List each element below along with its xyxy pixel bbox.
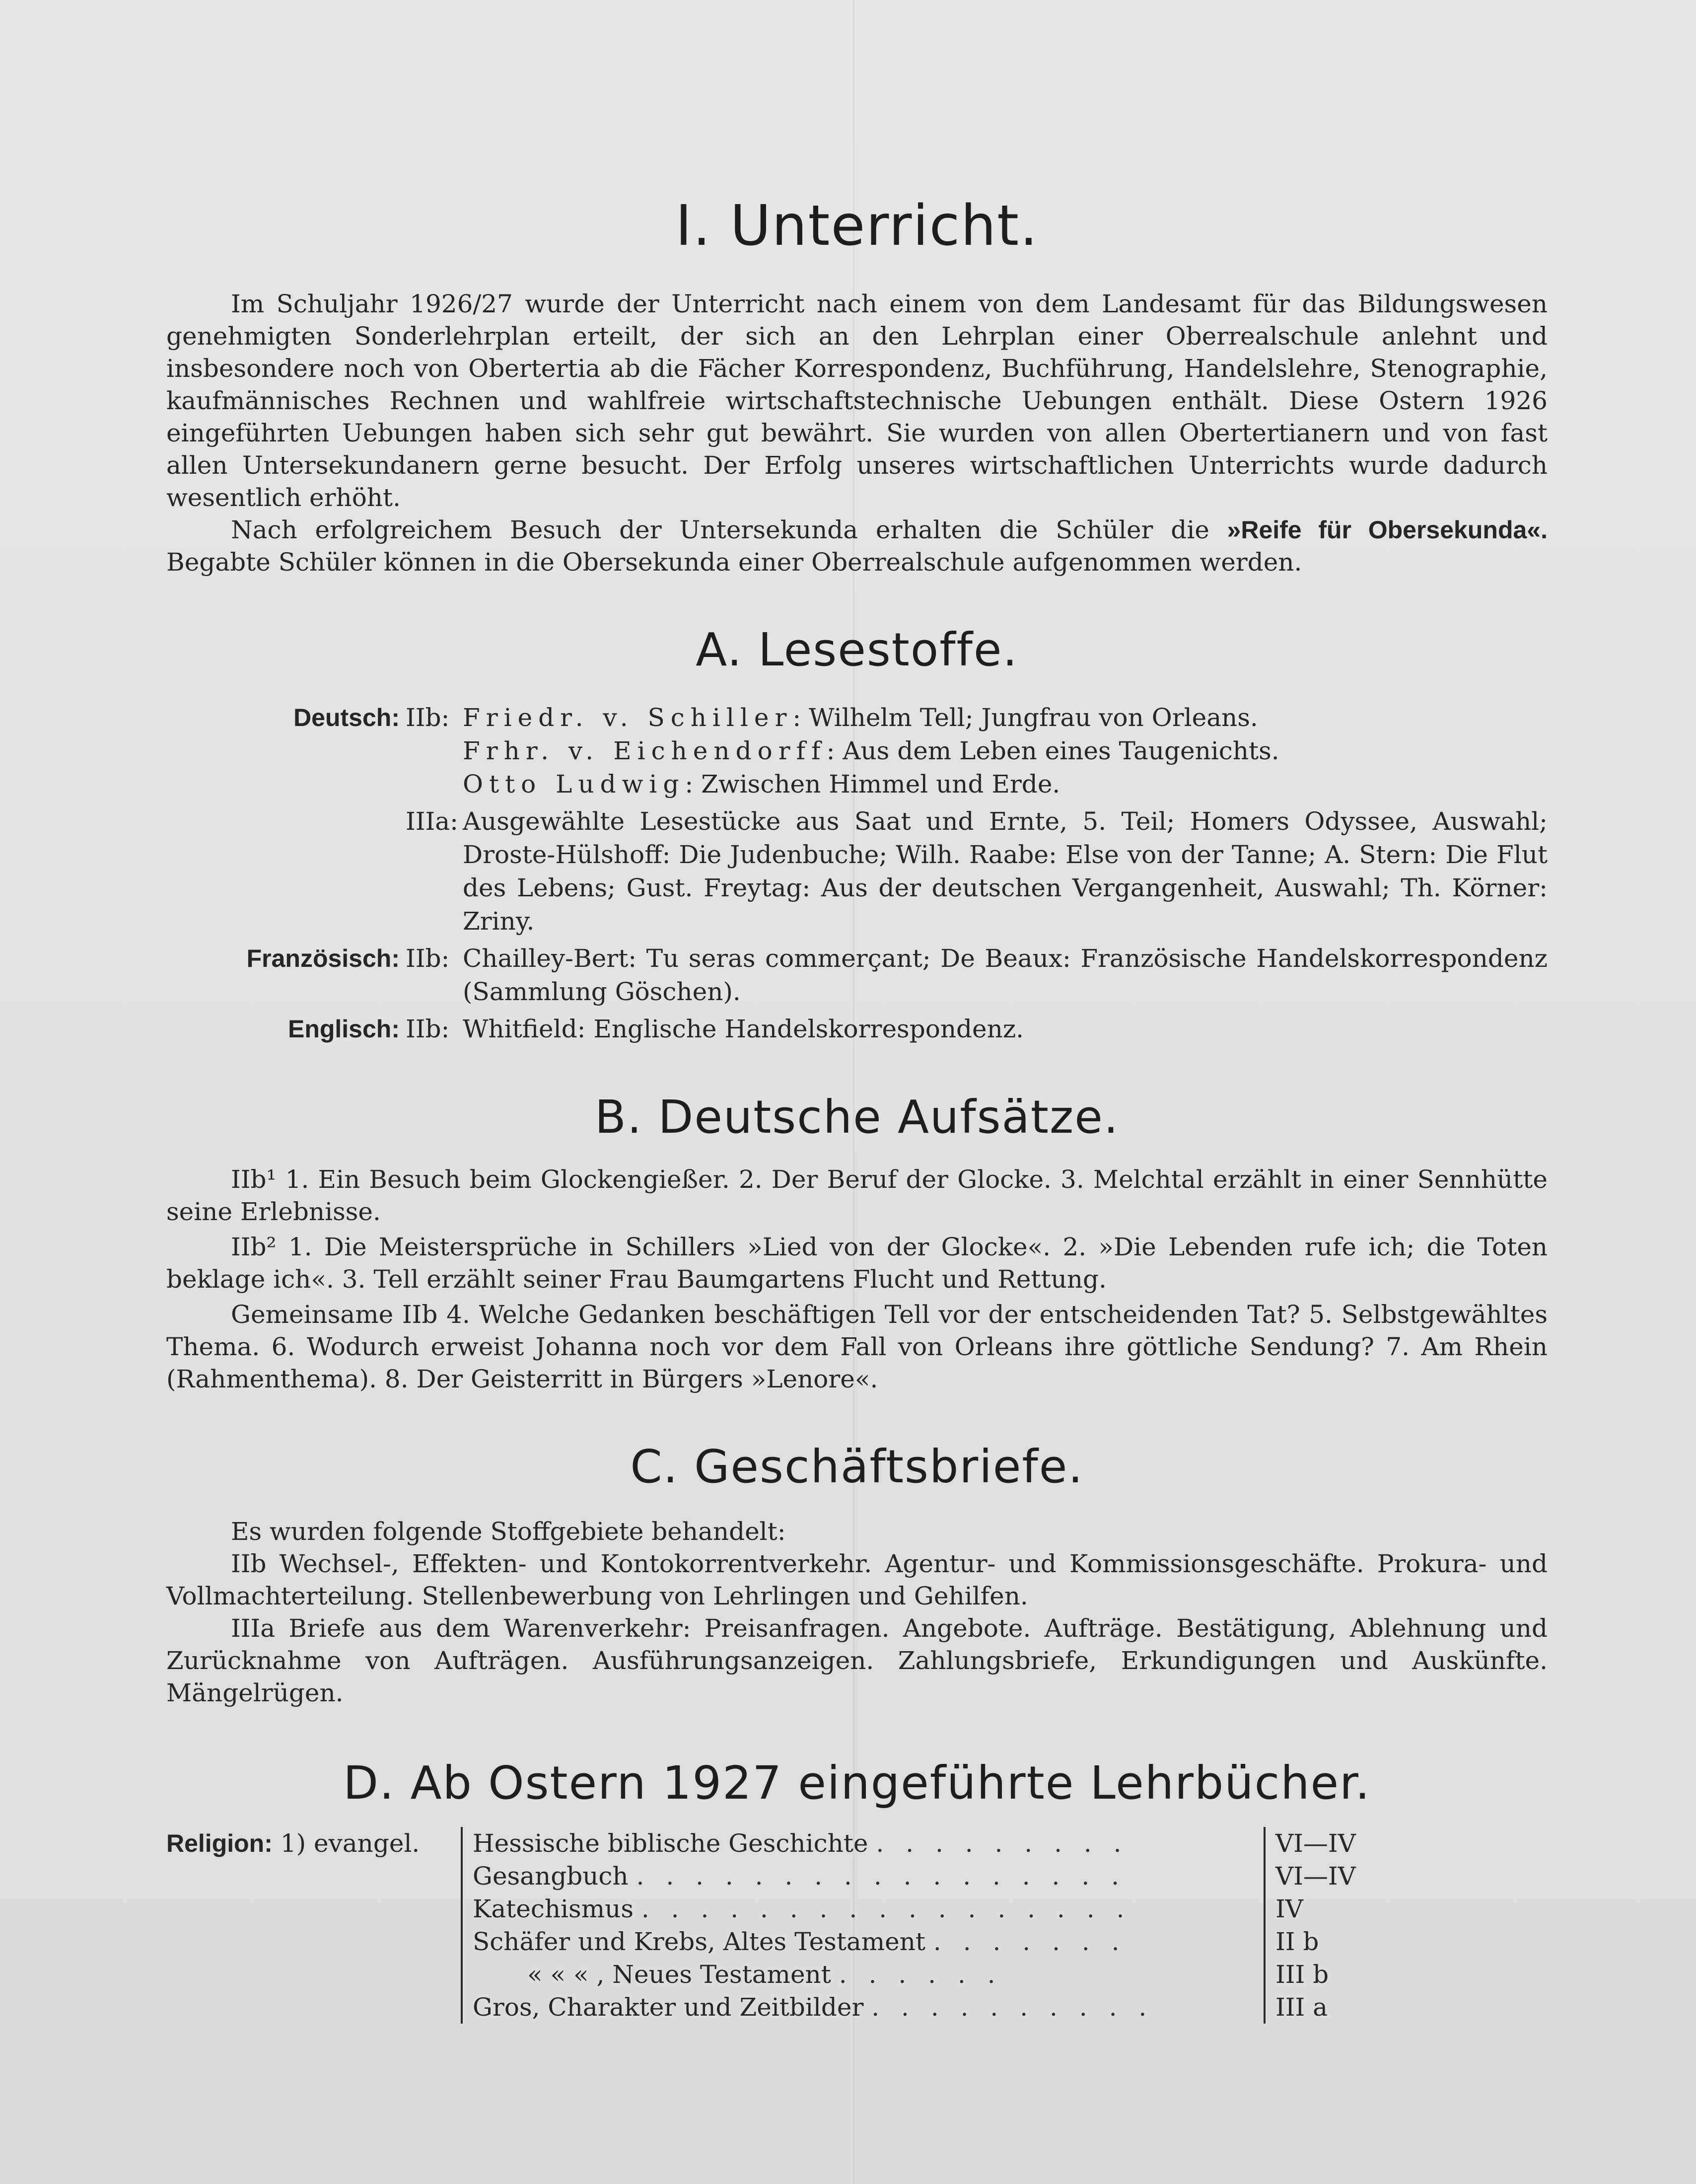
textbook-class: II b	[1275, 1927, 1319, 1956]
letters-iib: IIb Wechsel-, Effekten- und Kontokorrentverkehr. Agentur- und Kommissionsgeschäfte. Prokura- und Vollmachterteilung. Stellenbewerbung von Lehrlingen und Gehilfen.	[166, 1549, 1548, 1610]
label-religion: Religion:	[166, 1829, 273, 1857]
leader-dots: . . . . . . . . . . . . . . . . .	[641, 1894, 1131, 1923]
textbook-title: Gesangbuch	[473, 1862, 629, 1891]
reading-schiller	[463, 701, 1548, 734]
class-iib: IIb:	[406, 703, 450, 732]
textbook-class: VI—IV	[1275, 1829, 1356, 1858]
author-ludwig: Otto Ludwig	[463, 770, 685, 799]
class-engl: IIb:	[406, 1015, 450, 1043]
intro-paragraph-2	[166, 514, 1548, 579]
author-schiller: Friedr. v. Schiller	[463, 703, 793, 732]
reading-deutsch-iiia	[166, 805, 1548, 938]
textbook-class: VI—IV	[1275, 1862, 1356, 1891]
leader-dots: . . . . . . . . . .	[871, 1993, 1154, 2022]
reading-eichendorff	[463, 734, 1548, 768]
intro-paragraph-1: Im Schuljahr 1926/27 wurde der Unterricht nach einem von dem Landesamt für das Bildungswesen genehmigten Sonderlehrplan erteilt, der sich an den Lehrplan einer Oberrealschule anlehnt und insbesondere noch von Obertertia ab die Fächer Korrespondenz, Buchführung, Handelslehre, Stenographie, kaufmännisches Rechnen und wahlfreie wirtschaftstechnische Uebungen enthält. Diese Ostern 1926 eingeführten Uebungen haben sich sehr gut bewährt. Sie wurden von allen Obertertianern und von fast allen Untersekundanern gerne besucht. Der Erfolg unseres wirtschaftlichen Unterrichts wurde dadurch wesentlich erhöht.	[166, 290, 1548, 512]
label-religion-sub: 1) evangel.	[280, 1829, 420, 1858]
textbook-row	[473, 1991, 1264, 2024]
document-body	[166, 194, 1548, 2024]
textbook-title: Schäfer und Krebs, Altes Testament	[473, 1927, 926, 1956]
reading-text-franz: Chailley-Bert: Tu seras commerçant; De Beaux: Französische Handelskorrespondenz (Sammlung Göschen).	[463, 944, 1548, 1006]
works-schiller: : Wilhelm Tell; Jungfrau von Orleans.	[792, 703, 1258, 732]
textbook-row	[473, 1893, 1264, 1925]
textbook-row	[473, 1860, 1264, 1893]
textbook-row	[473, 1925, 1264, 1958]
letters-iiia: IIIa Briefe aus dem Warenverkehr: Preisanfragen. Angebote. Aufträge. Bestätigung, Ablehnung und Zurücknahme von Aufträgen. Ausführungsanzeigen. Zahlungsbriefe, Erkundigungen und Auskünfte. Mängelrügen.	[166, 1614, 1548, 1707]
textbook-title: Hessische biblische Geschichte	[473, 1829, 868, 1858]
works-ludwig: : Zwischen Himmel und Erde.	[685, 770, 1060, 799]
label-englisch: Englisch:	[287, 1015, 400, 1043]
label-franzoesisch: Französisch:	[246, 945, 400, 972]
page-title: I. Unterricht.	[675, 194, 1039, 258]
textbook-class: III b	[1275, 1960, 1329, 1989]
author-eichendorff: Frhr. v. Eichendorff	[463, 736, 827, 765]
textbook-row	[473, 1827, 1264, 1860]
class-franz: IIb:	[406, 944, 450, 973]
letters-intro: Es wurden folgende Stoffgebiete behandelt:	[231, 1517, 786, 1546]
leader-dots: . . . . . . .	[933, 1927, 1127, 1956]
textbook-classes	[1264, 1827, 1373, 2024]
reading-list-deutsch-iib	[458, 701, 1548, 801]
textbook-title: Gros, Charakter und Zeitbilder	[473, 1993, 864, 2022]
essays-iib1: IIb¹ 1. Ein Besuch beim Glockengießer. 2. Der Beruf der Glocke. 3. Melchtal erzählt in einer Sennhütte seine Erlebnisse.	[166, 1165, 1548, 1226]
textbook-class: III a	[1275, 1993, 1328, 2022]
leader-dots: . . . . . .	[839, 1960, 1002, 1989]
reading-deutsch-iib	[166, 701, 1548, 801]
reading-text-iiia: Ausgewählte Lesestücke aus Saat und Ernte, 5. Teil; Homers Odyssee, Auswahl; Droste-Hülshoff: Die Judenbuche; Wilh. Raabe: Else von der Tanne; A. Stern: Die Flut des Lebens; Gust. Freytag: Aus der deutschen Vergangenheit, Auswahl; Th. Körner: Zriny.	[463, 807, 1548, 936]
textbook-row	[473, 1958, 1264, 1991]
intro-p2-bold: »Reife für Obersekunda«.	[1227, 516, 1548, 544]
textbook-title: Katechismus	[473, 1894, 634, 1923]
label-deutsch: Deutsch:	[293, 704, 400, 731]
intro-p2-start: Nach erfolgreichem Besuch der Untersekunda erhalten die Schüler die	[231, 515, 1227, 544]
heading-lehrbuecher: D. Ab Ostern 1927 eingeführte Lehrbücher.	[343, 1756, 1371, 1810]
textbook-subject	[166, 1827, 461, 2024]
heading-lesestoffe: A. Lesestoffe.	[696, 623, 1018, 676]
essays-iib2: IIb² 1. Die Meistersprüche in Schillers »Lied von der Glocke«. 2. »Die Lebenden rufe ich; die Toten beklage ich«. 3. Tell erzählt seiner Frau Baumgartens Flucht und Rettung.	[166, 1233, 1548, 1294]
heading-geschaeftsbriefe: C. Geschäftsbriefe.	[630, 1440, 1084, 1493]
essays-gemeinsam: Gemeinsame IIb 4. Welche Gedanken beschäftigen Tell vor der entscheidenden Tat? 5. Selbstgewähltes Thema. 6. Wodurch erweist Johanna noch vor dem Fall von Orleans ihre göttliche Sendung? 7. Am Rhein (Rahmenthema). 8. Der Geisterritt in Bürgers »Lenore«.	[166, 1300, 1548, 1393]
class-iiia: IIIa:	[406, 807, 458, 836]
leader-dots: . . . . . . . . .	[876, 1829, 1129, 1858]
textbook-title: « « « , Neues Testament	[527, 1960, 831, 1989]
reading-ludwig	[463, 768, 1548, 801]
textbook-class: IV	[1275, 1894, 1303, 1923]
heading-aufsaetze: B. Deutsche Aufsätze.	[594, 1091, 1120, 1144]
textbook-titles	[461, 1827, 1264, 2024]
reading-franzoesisch	[166, 942, 1548, 1009]
intro-p2-end: Begabte Schüler können in die Obersekunda einer Oberrealschule aufgenommen werden.	[166, 548, 1302, 577]
works-eichendorff: : Aus dem Leben eines Taugenichts.	[826, 736, 1279, 765]
textbook-table	[166, 1827, 1548, 2024]
reading-englisch	[166, 1013, 1548, 1046]
reading-text-engl: Whitfield: Englische Handelskorrespondenz.	[463, 1015, 1024, 1043]
leader-dots: . . . . . . . . . . . . . . . . .	[636, 1862, 1127, 1891]
